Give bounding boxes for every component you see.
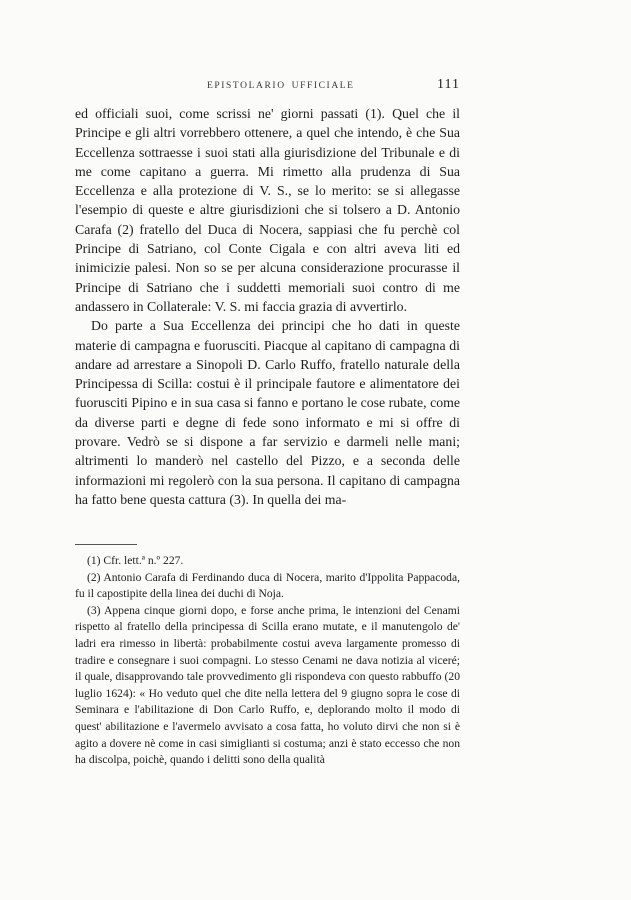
- paragraph: Do parte a Sua Eccellenza dei principi che ho dati in queste materie di campagna e fuorusciti. Piacque al capitano di campagna di andare ad arrestare a Sinopoli D. Carlo Ruffo, fratello naturale della Principessa di Scilla: costui è il principale fautore e alimentatore dei fuorusciti Pipino e in sua casa si fanno e portano le cose rubate, come da diverse parti e degne di fede sono informato e mi si offre di provare. Vedrò se si dispone a far servizio e darmeli nelle mani; altrimenti lo manderò nel castello del Pizzo, e a seconda delle informazioni mi regolerò con la sua persona. Il capitano di campagna ha fatto bene questa cattura (3). In quella dei ma-: [75, 318, 460, 507]
- footnote-separator: [75, 544, 137, 545]
- page-number: 111: [437, 77, 460, 92]
- footnote: (2) Antonio Carafa di Ferdinando duca di Nocera, marito d'Ippolita Pappacoda, fu il capostipite della linea dei duchi di Noja.: [75, 570, 460, 601]
- footnote: (1) Cfr. lett.ª n.º 227.: [87, 554, 184, 567]
- footnotes: [75, 553, 460, 769]
- paragraph: ed officiali suoi, come scrissi ne' giorni passati (1). Quel che il Principe e gli altri vorrebbero ottenere, a quel che intendo, è che Sua Eccellenza sottraesse i suoi stati alla giurisdizione del Tribunale e di me come capitano a guerra. Mi rimetto alla prudenza di Sua Eccellenza e alla protezione di V. S., se lo merito: se si allegasse l'esempio di queste e altre giurisdizioni che si tolsero a D. Antonio Carafa (2) fratello del Duca di Nocera, sappiasi che fu perchè col Principe di Satriano, col Conte Cigala e con altri aveva liti ed inimicizie palesi. Non so se per alcuna considerazione procurasse il Principe di Satriano che i suddetti memoriali suoi contro di me andassero in Collaterale: V. S. mi faccia grazia di avvertirlo.: [75, 106, 460, 314]
- running-title: EPISTOLARIO UFFICIALE: [207, 81, 355, 91]
- main-text: [75, 104, 460, 509]
- running-header: [75, 79, 460, 97]
- footnote: (3) Appena cinque giorni dopo, e forse anche prima, le intenzioni del Cenami rispetto al fratello della principessa di Scilla erano mutate, e il manutengolo de' ladri era rimesso in libertà: probabilmente costui aveva largamente promesso di tradire e consegnare i suoi compagni. Lo stesso Cenami ne dava notizia al viceré; il quale, disapprovando tale provvedimento gli rispondeva con questo rabbuffo (20 luglio 1624): « Ho veduto quel che dite nella lettera del 9 giugno sopra le cose di Seminara e l'abilitazione di Don Carlo Ruffo, e, deplorando molto il modo di quest' abilitazione e l'avermelo avvisato a cosa fatta, ho voluto dirvi che non si è agito a dovere nè come in casi simiglianti si costuma; anzi è stato eccesso che non ha discolpa, poichè, quando i delitti sono della qualità: [75, 603, 460, 767]
